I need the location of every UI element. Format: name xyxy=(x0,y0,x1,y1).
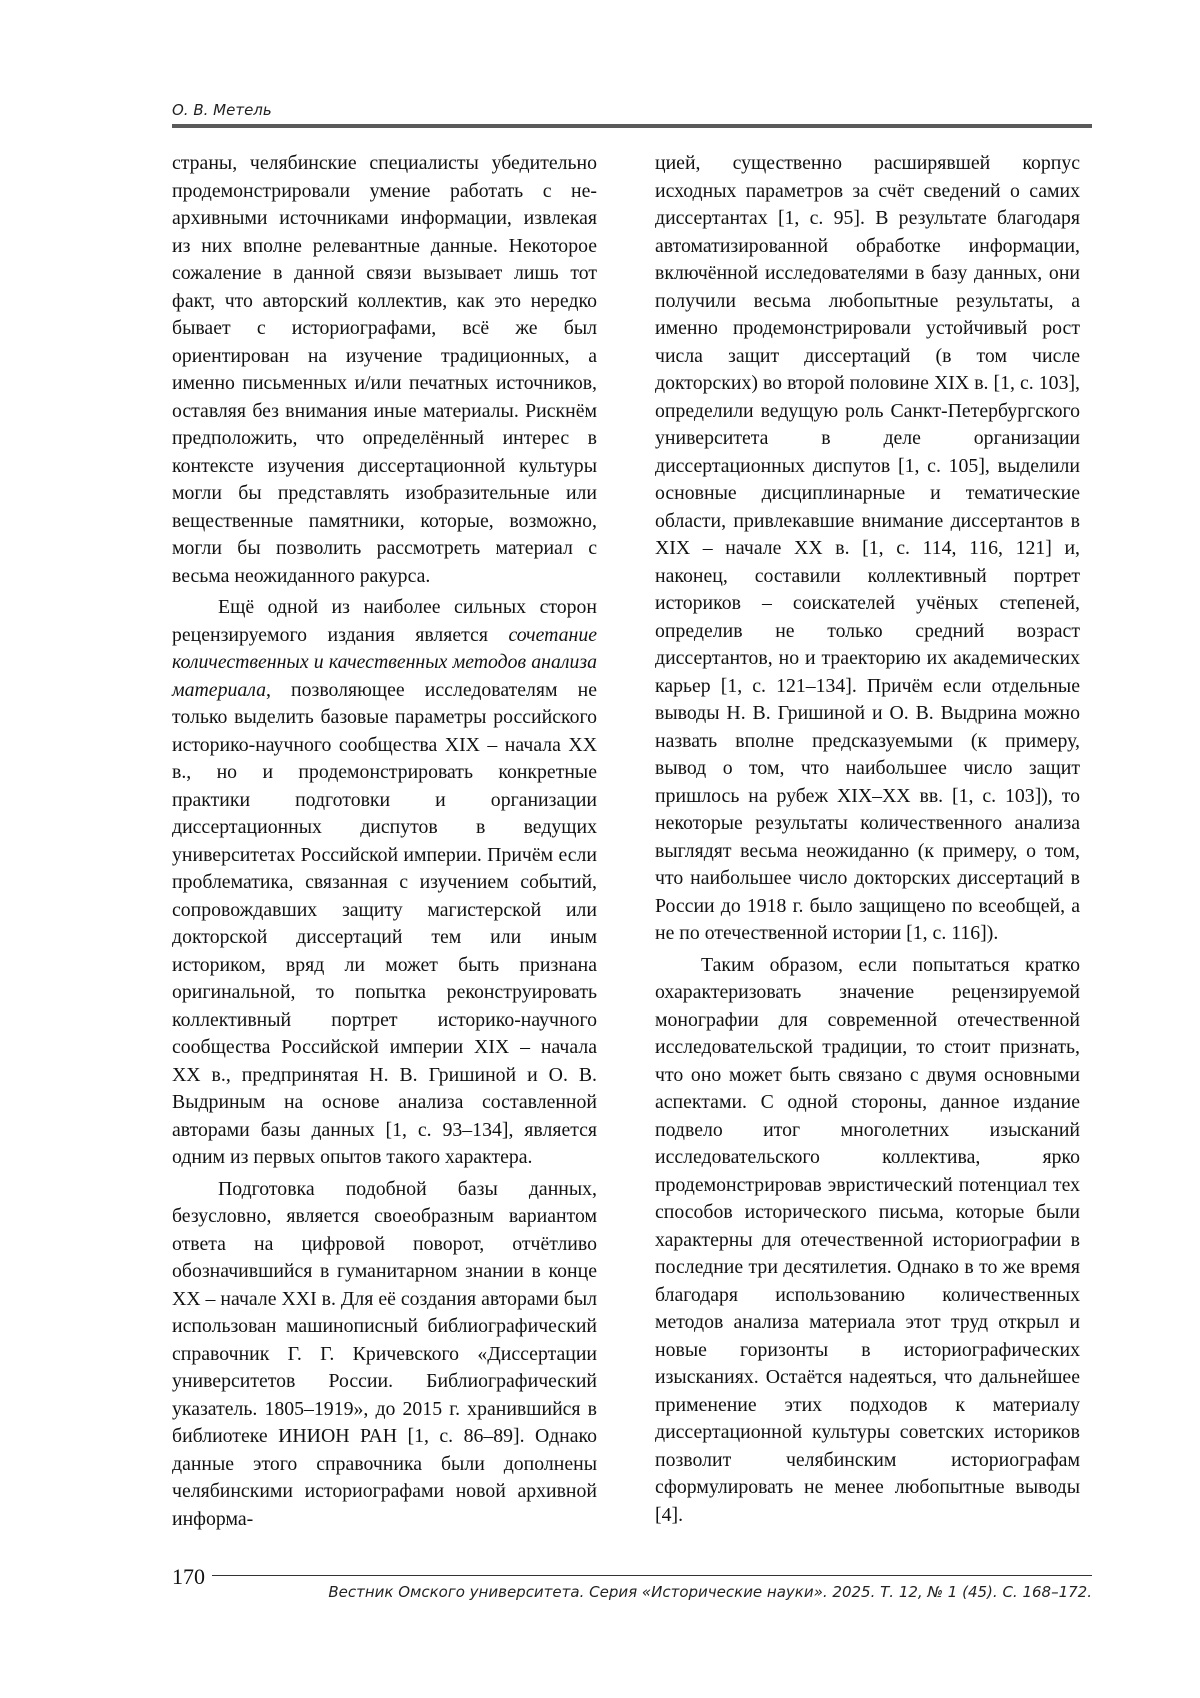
header-rule xyxy=(172,124,1092,128)
footer-rule xyxy=(212,1575,1092,1576)
left-paragraph-2 xyxy=(172,594,597,1172)
journal-citation: Вестник Омского университета. Серия «Исторические науки». 2025. Т. 12, № 1 (45). С. 168–172. xyxy=(328,1583,1092,1601)
page-number: 170 xyxy=(172,1564,205,1589)
left-paragraph-2-start: Ещё одной из наиболее сильных сторон рецензируемого издания является xyxy=(172,596,597,646)
right-column xyxy=(655,150,1080,1533)
left-paragraph-2-end: , позволяющее исследователям не только выделить базовые параметры российского историко-научного сообщества XIX – начала XX в., но и продемонстрировать конкретные практики подготовки и организации диссертационных диспутов в ведущих университетах Российской империи. Причём если проблематика, связанная с изучением событий, сопровождавших защиту магистерской или докторской диссертаций тем или иным историком, вряд ли может быть признана оригинальной, то попытка реконструировать коллективный портрет историко-научного сообщества Российской империи XIX – начала XX в., предпринятая Н. В. Гришиной и О. В. Выдриным на основе анализа составленной авторами базы данных [1, с. 93–134], является одним из первых опытов такого характера. xyxy=(172,678,597,1168)
right-paragraph-2: Таким образом, если попытаться кратко охарактеризовать значение рецензируемой монографии для современной отечественной исследовательской традиции, то стоит признать, что оно может быть связано с двумя основными аспектами. С одной стороны, данное издание подвело итог многолетних изысканий исследовательского коллектива, ярко продемонстрировав эвристический потенциал тех способов исторического письма, которые были характерны для отечественной историографии в последние три десятилетия. Однако в то же время благодаря использованию количественных методов анализа материала этот труд открыл и новые горизонты в историографических изысканиях. Остаётся надеяться, что дальнейшее применение этих подходов к материалу диссертационной культуры советских историков позволит челябинским историографам сформулировать не менее любопытные выводы [4]. xyxy=(655,953,1080,1526)
left-paragraph-2-emphasis: сочетание количественных и качественных методов анализа материала xyxy=(172,623,597,701)
left-paragraph-3: Подготовка подобной базы данных, безусловно, является своеобразным вариантом ответа на цифровой поворот, отчётливо обозначившийся в гуманитарном знании в конце XX – начале XXI в. Для её создания авторами был использован машинописный библиографический справочник Г. Г. Кричевского «Диссертации университетов России. Библиографический указатель. 1805–1919», до 2015 г. хранившийся в библиотеке ИНИОН РАН [1, с. 86–89]. Однако данные этого справочника были дополнены челябинскими историографами новой архивной информа- xyxy=(172,1177,597,1530)
left-paragraph-1: страны, челябинские специалисты убедительно продемонстрировали умение работать с не-архивными источниками информации, извлекая из них вполне релевантные данные. Некоторое сожаление в данной связи вызывает лишь тот факт, что авторский коллектив, как это нередко бывает с историографами, всё же был ориентирован на изучение традиционных, а именно письменных и/или печатных источников, оставляя без внимания иные материалы. Рискнём предположить, что определённый интерес в контексте изучения диссертационной культуры могли бы представлять изобразительные или вещественные памятники, которые, возможно, могли бы позволить рассмотреть материал с весьма неожиданного ракурса. xyxy=(172,152,597,587)
right-paragraph-1: цией, существенно расширявшей корпус исходных параметров за счёт сведений о самих диссертантах [1, с. 95]. В результате благодаря автоматизированной обработке информации, включённой исследователями в базу данных, они получили весьма любопытные результаты, а именно продемонстрировали устойчивый рост числа защит диссертаций (в том числе докторских) во второй половине XIX в. [1, с. 103], определили ведущую роль Санкт-Петербургского университета в деле организации диссертационных диспутов [1, с. 105], выделили основные дисциплинарные и тематические области, привлекавшие внимание диссертантов в XIX – начале XX в. [1, с. 114, 116, 121] и, наконец, составили коллективный портрет историков – соискателей учёных степеней, определив не только средний возраст диссертантов, но и траекторию их академических карьер [1, с. 121–134]. Причём если отдельные выводы Н. В. Гришиной и О. В. Выдрина можно назвать вполне предсказуемыми (к примеру, вывод о том, что наибольшее число защит пришлось на рубеж XIX–XX вв. [1, с. 103]), то некоторые результаты количественного анализа выглядят весьма неожиданно (к примеру, о том, что наибольшее число докторских диссертаций в России до 1918 г. было защищено по всеобщей, а не по отечественной истории [1, с. 116]). xyxy=(655,152,1080,944)
running-head-author: О. В. Метель xyxy=(172,101,272,119)
left-column xyxy=(172,150,597,1537)
